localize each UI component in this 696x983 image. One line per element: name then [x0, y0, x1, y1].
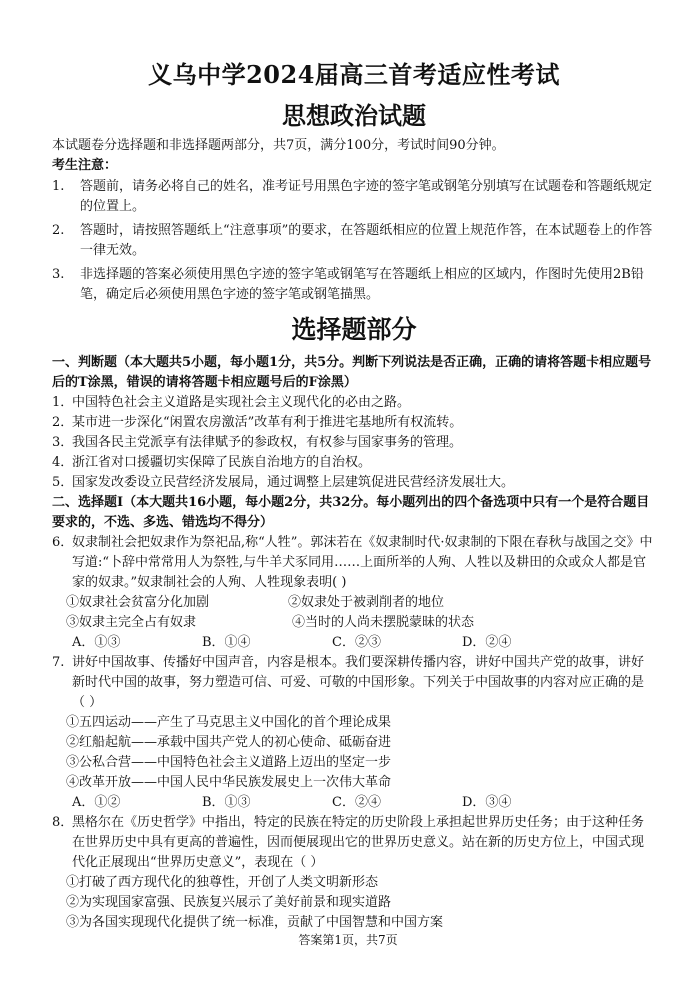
judgment-item	[52, 413, 656, 433]
choice-a[interactable]: A．①③	[72, 635, 121, 650]
question-8	[52, 813, 656, 873]
question-text: 奴隶制社会把奴隶作为祭祀品,称“人牲”。郭沫若在《奴隶制时代·奴隶制的下限在春秋与战国之交》中写道:“卜辞中常常用人为祭牲,与牛羊犬豕同用……上面所举的人殉、人牲以及耕田的众或众人都是官家的奴隶。”奴隶制社会的人殉、人牲现象表明( )	[72, 535, 653, 590]
judgment-text: 浙江省对口援疆切实保障了民族自治地方的自治权。	[72, 455, 372, 470]
notice-item-num: 3.	[52, 267, 65, 282]
notice-item-num: 2.	[52, 223, 65, 238]
judgment-item	[52, 433, 656, 453]
judgment-text: 我国各民主党派享有法律赋予的参政权，有权参与国家事务的管理。	[72, 435, 463, 450]
choice-d[interactable]: D．③④	[462, 795, 512, 810]
statement-option: ②红船起航——承载中国共产党人的初心使命、砥砺奋进	[66, 735, 392, 750]
judgment-num: 4．	[52, 455, 74, 470]
statement-option: ①奴隶社会贫富分化加剧	[66, 595, 210, 610]
statement-row	[52, 613, 656, 633]
judgment-item	[52, 473, 656, 493]
part2-heading: 二、选择题Ⅰ（本大题共16小题，每小题2分，共32分。每小题列出的四个备选项中只有一个是符合题目要求的，不选、多选、错选均不得分）	[52, 495, 650, 530]
choice-c[interactable]: C．②④	[332, 795, 381, 810]
question-text: 讲好中国故事、传播好中国声音，内容是根本。我们要深耕传播内容，讲好中国共产党的故事，讲好新时代中国的故事，努力塑造可信、可爱、可敬的中国形象。下列关于中国故事的内容对应正确的是（ ）	[72, 655, 645, 710]
question-num: 8．	[52, 815, 74, 830]
exam-title: 义乌中学2024届高三首考适应性考试	[148, 60, 560, 89]
judgment-num: 2．	[52, 415, 74, 430]
page-footer: 答案第1页，共7页	[298, 933, 398, 947]
part1-heading: 一、判断题（本大题共5小题，每小题1分，共5分。判断下列说法是否正确，正确的请将答题卡相应题号后的T涂黑，错误的请将答题卡相应题号后的F涂黑）	[52, 355, 652, 390]
statement-option: ③公私合营——中国特色社会主义道路上迈出的坚定一步	[66, 755, 392, 770]
choice-d[interactable]: D．②④	[462, 635, 512, 650]
statement-option: ①打破了西方现代化的独尊性，开创了人类文明新形态	[66, 875, 379, 890]
question-num: 7.	[52, 655, 65, 670]
intro-text: 本试题卷分选择题和非选择题两部分，共7页，满分100分，考试时间90分钟。	[52, 138, 505, 153]
statement-option: ④改革开放——中国人民中华民族发展史上一次伟大革命	[66, 775, 392, 790]
choice-a[interactable]: A．①②	[72, 795, 121, 810]
judgment-num: 3．	[52, 435, 74, 450]
judgment-text: 某市进一步深化“闲置农房激活”改革有利于推进宅基地所有权流转。	[72, 415, 463, 430]
question-7	[52, 653, 656, 713]
statement-option: ④当时的人尚未摆脱蒙昧的状态	[292, 615, 475, 630]
question-num: 6．	[52, 535, 74, 550]
statement-option: ②为实现国家富强、民族复兴展示了美好前景和现实道路	[66, 895, 392, 910]
notice-item-text: 非选择题的答案必须使用黑色字迹的签字笔或钢笔写在答题纸上相应的区域内，作图时先使用2B铅笔，确定后必须使用黑色字迹的签字笔或钢笔描黑。	[80, 267, 644, 302]
statement-option: ③奴隶主完全占有奴隶	[66, 615, 197, 630]
notice-item-num: 1.	[52, 179, 65, 194]
judgment-item	[52, 393, 656, 413]
choice-b[interactable]: B．①③	[202, 795, 251, 810]
choice-b[interactable]: B．①④	[202, 635, 251, 650]
judgment-num: 1．	[52, 395, 74, 410]
notice-heading: 考生注意：	[52, 158, 118, 173]
choice-c[interactable]: C．②③	[332, 635, 381, 650]
statement-option: ①五四运动——产生了马克思主义中国化的首个理论成果	[66, 715, 392, 730]
judgment-text: 国家发改委设立民营经济发展局，通过调整上层建筑促进民营经济发展壮大。	[72, 475, 515, 490]
statement-option: ②奴隶处于被剥削者的地位	[288, 595, 445, 610]
subject-title: 思想政治试题	[282, 101, 426, 130]
notice-item	[52, 265, 656, 305]
answer-choices	[52, 633, 656, 653]
notice-item	[52, 177, 656, 217]
judgment-text: 中国特色社会主义道路是实现社会主义现代化的必由之路。	[72, 395, 411, 410]
notice-item-text: 答题前，请务必将自己的姓名，准考证号用黑色字迹的签字笔或钢笔分别填写在试题卷和答题纸规定的位置上。	[80, 179, 653, 214]
statement-row	[52, 593, 656, 613]
judgment-item	[52, 453, 656, 473]
question-text: 黑格尔在《历史哲学》中指出，特定的民族在特定的历史阶段上承担起世界历史任务；由于这种任务在世界历史中具有更高的普遍性，因而便展现出它的世界历史意义。站在新的历史方位上，中国式现代化正展现出“世界历史意义”，表现在（ ）	[72, 815, 645, 870]
judgment-num: 5．	[52, 475, 74, 490]
question-6	[52, 533, 656, 593]
section-title: 选择题部分	[291, 315, 417, 344]
notice-item	[52, 221, 656, 261]
answer-choices	[52, 793, 656, 813]
notice-item-text: 答题时，请按照答题纸上“注意事项”的要求，在答题纸相应的位置上规范作答，在本试题卷上的作答一律无效。	[80, 223, 653, 258]
statement-option: ③为各国实现现代化提供了统一标准，贡献了中国智慧和中国方案	[66, 915, 444, 930]
